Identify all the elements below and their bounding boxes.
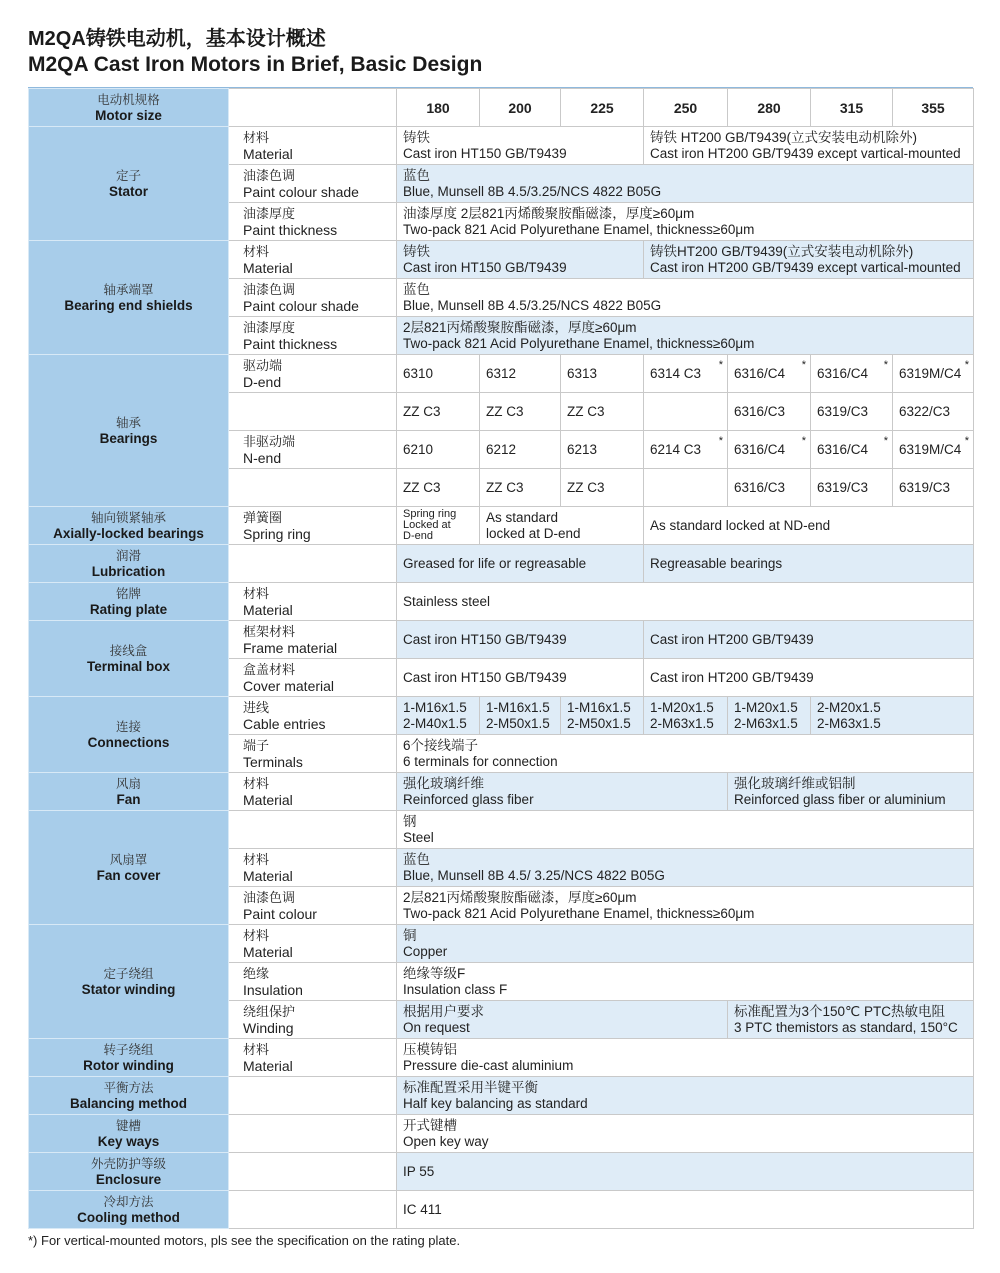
shield-paint-value: 蓝色 Blue, Munsell 8B 4.5/3.25/NCS 4822 B05G bbox=[397, 279, 974, 317]
bearing-cell: 6319/C3 bbox=[893, 469, 974, 507]
lubrication-row bbox=[29, 545, 974, 583]
footnote-star: * bbox=[964, 359, 969, 371]
cable-cell: 2-M20x1.5 2-M63x1.5 bbox=[811, 697, 974, 735]
title-english: M2QA Cast Iron Motors in Brief, Basic Design bbox=[28, 53, 483, 76]
fan-row bbox=[29, 773, 974, 811]
size-225: 225 bbox=[561, 89, 644, 127]
size-280: 280 bbox=[728, 89, 811, 127]
bearing-blank-sub bbox=[229, 469, 397, 507]
axial-large-value: As standard locked at ND-end bbox=[644, 507, 974, 545]
rating-plate-row bbox=[29, 583, 974, 621]
cable-cell: 1-M16x1.5 2-M50x1.5 bbox=[561, 697, 644, 735]
footnote-star: * bbox=[718, 435, 723, 447]
shield-material-small: 铸铁 Cast iron HT150 GB/T9439 bbox=[397, 241, 644, 279]
fancover-steel-value: 钢 Steel bbox=[397, 811, 974, 849]
bearing-cell: 6319M/C4 * bbox=[893, 355, 974, 393]
stator-winding-label: 定子绕组 Stator winding bbox=[29, 925, 229, 1039]
cooling-label: 冷却方法 Cooling method bbox=[29, 1191, 229, 1229]
winding-protection-large: 标准配置为3个150℃ PTC热敏电阻 3 PTC themistors as standard, 150°C bbox=[728, 1001, 974, 1039]
keyways-label: 键槽 Key ways bbox=[29, 1115, 229, 1153]
bearing-cell: ZZ C3 bbox=[561, 393, 644, 431]
insulation-value: 绝缘等级F Insulation class F bbox=[397, 963, 974, 1001]
bearing-cell: ZZ C3 bbox=[561, 469, 644, 507]
cable-cell: 1-M16x1.5 2-M50x1.5 bbox=[480, 697, 561, 735]
fancover-steel-row bbox=[29, 811, 974, 849]
terminal-frame-row bbox=[29, 621, 974, 659]
balancing-row bbox=[29, 1077, 974, 1115]
cooling-blank-sub bbox=[229, 1191, 397, 1229]
footnote-star: * bbox=[718, 359, 723, 371]
connections-label: 连接 Connections bbox=[29, 697, 229, 773]
stator-material-row bbox=[29, 127, 974, 165]
terminal-frame-sub: 框架材料 Frame material bbox=[229, 621, 397, 659]
bearing-cell: 6313 bbox=[561, 355, 644, 393]
shield-material-sub: 材料 Material bbox=[229, 241, 397, 279]
cable-entries-sub: 进线 Cable entries bbox=[229, 697, 397, 735]
footnote-star: * bbox=[883, 359, 888, 371]
axial-row bbox=[29, 507, 974, 545]
bearing-dend-row1 bbox=[29, 355, 974, 393]
bearing-cell: 6210 bbox=[397, 431, 480, 469]
footnote-star: * bbox=[964, 435, 969, 447]
spring-ring-sub: 弹簧圈 Spring ring bbox=[229, 507, 397, 545]
stator-material-large: 铸铁 HT200 GB/T9439(立式安装电动机除外) Cast iron HT200 GB/T9439 except vartical-mounted bbox=[644, 127, 974, 165]
keyways-blank-sub bbox=[229, 1115, 397, 1153]
winding-protection-sub: 绕组保护 Winding bbox=[229, 1001, 397, 1039]
bearing-cell: ZZ C3 bbox=[397, 469, 480, 507]
fan-small-value: 强化玻璃纤维 Reinforced glass fiber bbox=[397, 773, 728, 811]
enclosure-label: 外壳防护等级 Enclosure bbox=[29, 1153, 229, 1191]
bearing-cell: 6319/C3 bbox=[811, 393, 893, 431]
balancing-value: 标准配置采用半键平衡 Half key balancing as standard bbox=[397, 1077, 974, 1115]
cooling-value: IC 411 bbox=[397, 1191, 974, 1229]
stator-label: 定子 Stator bbox=[29, 127, 229, 241]
winding-material-value: 铜 Copper bbox=[397, 925, 974, 963]
fancover-material-value: 蓝色 Blue, Munsell 8B 4.5/ 3.25/NCS 4822 B05G bbox=[397, 849, 974, 887]
enclosure-value: IP 55 bbox=[397, 1153, 974, 1191]
fancover-paint-sub: 油漆色调 Paint colour bbox=[229, 887, 397, 925]
axial-180-value: Spring ring Locked at D-end bbox=[397, 507, 480, 545]
balancing-label: 平衡方法 Balancing method bbox=[29, 1077, 229, 1115]
fan-cover-label: 风扇罩 Fan cover bbox=[29, 811, 229, 925]
fancover-blank-sub bbox=[229, 811, 397, 849]
winding-material-row bbox=[29, 925, 974, 963]
bearing-cell: 6316/C4 * bbox=[728, 355, 811, 393]
lubrication-small-value: Greased for life or regreasable bbox=[397, 545, 644, 583]
lubrication-blank-sub bbox=[229, 545, 397, 583]
rotor-winding-label: 转子绕组 Rotor winding bbox=[29, 1039, 229, 1077]
fan-material-sub: 材料 Material bbox=[229, 773, 397, 811]
rating-plate-label: 铭牌 Rating plate bbox=[29, 583, 229, 621]
cable-cell: 1-M20x1.5 2-M63x1.5 bbox=[728, 697, 811, 735]
terminal-frame-small: Cast iron HT150 GB/T9439 bbox=[397, 621, 644, 659]
balancing-blank-sub bbox=[229, 1077, 397, 1115]
bearing-cell: 6214 C3 * bbox=[644, 431, 728, 469]
terminals-sub: 端子 Terminals bbox=[229, 735, 397, 773]
footnote-star: * bbox=[801, 359, 806, 371]
fan-label: 风扇 Fan bbox=[29, 773, 229, 811]
bearing-cell: ZZ C3 bbox=[480, 393, 561, 431]
stator-material-small: 铸铁 Cast iron HT150 GB/T9439 bbox=[397, 127, 644, 165]
rotor-value: 压模铸铝 Pressure die-cast aluminium bbox=[397, 1039, 974, 1077]
axial-200-225-value: As standard locked at D-end bbox=[480, 507, 644, 545]
bearing-dend-sub: 驱动端 D-end bbox=[229, 355, 397, 393]
rating-plate-sub: 材料 Material bbox=[229, 583, 397, 621]
rotor-material-sub: 材料 Material bbox=[229, 1039, 397, 1077]
cable-entries-row bbox=[29, 697, 974, 735]
bearing-cell: 6212 bbox=[480, 431, 561, 469]
bearing-cell: 6319/C3 bbox=[811, 469, 893, 507]
terminal-box-label: 接线盒 Terminal box bbox=[29, 621, 229, 697]
shield-paint-sub: 油漆色调 Paint colour shade bbox=[229, 279, 397, 317]
bearing-cell bbox=[644, 469, 728, 507]
table-header-row bbox=[29, 89, 974, 127]
header-blank bbox=[229, 89, 397, 127]
bearings-label: 轴承 Bearings bbox=[29, 355, 229, 507]
fancover-material-sub: 材料 Material bbox=[229, 849, 397, 887]
cooling-row bbox=[29, 1191, 974, 1229]
fan-large-value: 强化玻璃纤维或铝制 Reinforced glass fiber or aluminium bbox=[728, 773, 974, 811]
bearing-cell: 6316/C4 * bbox=[811, 355, 893, 393]
stator-material-sub: 材料 Material bbox=[229, 127, 397, 165]
bearing-cell: 6316/C3 bbox=[728, 393, 811, 431]
bearing-cell: 6316/C4 * bbox=[728, 431, 811, 469]
bearing-cell: 6322/C3 bbox=[893, 393, 974, 431]
bearing-cell: 6310 bbox=[397, 355, 480, 393]
shield-thickness-value: 2层821丙烯酸聚胺酯磁漆，厚度≥60μm Two-pack 821 Acid Polyurethane Enamel, thickness≥60μm bbox=[397, 317, 974, 355]
shield-material-row bbox=[29, 241, 974, 279]
terminals-value: 6个接线端子 6 terminals for connection bbox=[397, 735, 974, 773]
stator-thickness-value: 油漆厚度 2层821丙烯酸聚胺酯磁漆，厚度≥60μm Two-pack 821 Acid Polyurethane Enamel, thickness≥60μm bbox=[397, 203, 974, 241]
enclosure-row bbox=[29, 1153, 974, 1191]
bearing-end-shields-label: 轴承端罩 Bearing end shields bbox=[29, 241, 229, 355]
bearing-cell bbox=[644, 393, 728, 431]
footnote: *) For vertical-mounted motors, pls see the specification on the rating plate. bbox=[28, 1233, 461, 1248]
enclosure-blank-sub bbox=[229, 1153, 397, 1191]
stator-paint-sub: 油漆色调 Paint colour shade bbox=[229, 165, 397, 203]
keyways-row bbox=[29, 1115, 974, 1153]
winding-protection-small: 根据用户要求 On request bbox=[397, 1001, 728, 1039]
terminal-frame-large: Cast iron HT200 GB/T9439 bbox=[644, 621, 974, 659]
shield-thickness-sub: 油漆厚度 Paint thickness bbox=[229, 317, 397, 355]
bearing-cell: 6314 C3 * bbox=[644, 355, 728, 393]
terminal-cover-small: Cast iron HT150 GB/T9439 bbox=[397, 659, 644, 697]
keyways-value: 开式键槽 Open key way bbox=[397, 1115, 974, 1153]
cable-cell: 1-M16x1.5 2-M40x1.5 bbox=[397, 697, 480, 735]
insulation-sub: 绝缘 Insulation bbox=[229, 963, 397, 1001]
title-chinese: M2QA铸铁电动机，基本设计概述 bbox=[28, 28, 326, 50]
size-315: 315 bbox=[811, 89, 893, 127]
axially-locked-label: 轴向锁紧轴承 Axially-locked bearings bbox=[29, 507, 229, 545]
bearing-cell: 6213 bbox=[561, 431, 644, 469]
footnote-star: * bbox=[801, 435, 806, 447]
motor-size-label: 电动机规格 Motor size bbox=[29, 89, 229, 127]
fancover-paint-value: 2层821丙烯酸聚胺酯磁漆，厚度≥60μm Two-pack 821 Acid Polyurethane Enamel, thickness≥60μm bbox=[397, 887, 974, 925]
bearing-cell: 6319M/C4 * bbox=[893, 431, 974, 469]
lubrication-large-value: Regreasable bearings bbox=[644, 545, 974, 583]
bearing-nend-sub: 非驱动端 N-end bbox=[229, 431, 397, 469]
lubrication-label: 润滑 Lubrication bbox=[29, 545, 229, 583]
size-250: 250 bbox=[644, 89, 728, 127]
size-355: 355 bbox=[893, 89, 974, 127]
terminal-cover-sub: 盒盖材料 Cover material bbox=[229, 659, 397, 697]
rotor-row bbox=[29, 1039, 974, 1077]
footnote-star: * bbox=[883, 435, 888, 447]
cable-cell: 1-M20x1.5 2-M63x1.5 bbox=[644, 697, 728, 735]
stator-paint-value: 蓝色 Blue, Munsell 8B 4.5/3.25/NCS 4822 B05G bbox=[397, 165, 974, 203]
size-180: 180 bbox=[397, 89, 480, 127]
bearing-blank-sub bbox=[229, 393, 397, 431]
stator-thickness-sub: 油漆厚度 Paint thickness bbox=[229, 203, 397, 241]
bearing-cell: ZZ C3 bbox=[480, 469, 561, 507]
shield-material-large: 铸铁HT200 GB/T9439(立式安装电动机除外) Cast iron HT200 GB/T9439 except vartical-mounted bbox=[644, 241, 974, 279]
winding-material-sub: 材料 Material bbox=[229, 925, 397, 963]
bearing-cell: ZZ C3 bbox=[397, 393, 480, 431]
bearing-cell: 6316/C4 * bbox=[811, 431, 893, 469]
terminal-cover-large: Cast iron HT200 GB/T9439 bbox=[644, 659, 974, 697]
spec-table bbox=[28, 88, 974, 1229]
bearing-cell: 6316/C3 bbox=[728, 469, 811, 507]
rating-plate-value: Stainless steel bbox=[397, 583, 974, 621]
size-200: 200 bbox=[480, 89, 561, 127]
bearing-cell: 6312 bbox=[480, 355, 561, 393]
